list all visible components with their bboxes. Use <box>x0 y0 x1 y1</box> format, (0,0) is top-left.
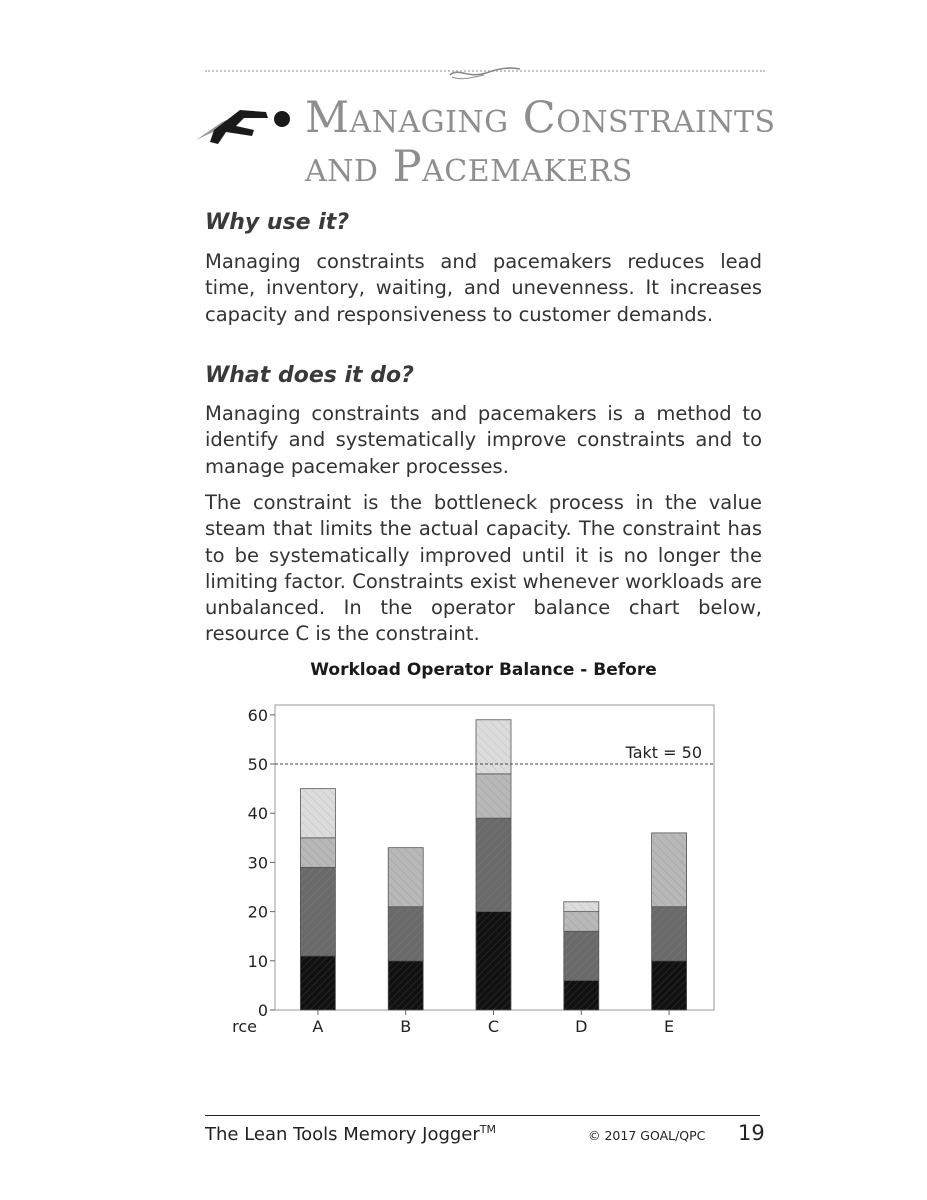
x-tick-label: A <box>312 1017 324 1036</box>
x-tick-label: E <box>664 1017 675 1036</box>
runner-logo-icon <box>196 100 292 146</box>
bar-segment-hatch <box>652 833 687 907</box>
page-number: 19 <box>738 1121 765 1145</box>
bar-segment-hatch <box>388 848 423 907</box>
bar-segment-hatch <box>476 818 511 911</box>
bar-segment-hatch <box>300 789 335 838</box>
bar-segment-hatch <box>564 980 599 1010</box>
y-tick-label: 10 <box>247 951 268 971</box>
bar-segment-hatch <box>300 956 335 1010</box>
chart-title: Workload Operator Balance - Before <box>310 660 657 680</box>
x-tick-label: D <box>575 1017 588 1036</box>
bar-segment-hatch <box>388 907 423 961</box>
bar-segment-hatch <box>564 902 599 912</box>
y-tick-label: 20 <box>247 902 268 922</box>
bar-segment-hatch <box>476 774 511 818</box>
footer-copyright: © 2017 GOAL/QPC <box>588 1128 706 1143</box>
bar-segment-hatch <box>300 838 335 868</box>
y-tick-label: 30 <box>247 853 268 873</box>
y-tick-label: 0 <box>257 1001 268 1020</box>
ornament-flourish-icon <box>448 63 524 83</box>
page-title <box>305 94 776 192</box>
bar-segment-hatch <box>476 912 511 1010</box>
x-tick-label: C <box>487 1017 500 1036</box>
footer-rule <box>205 1115 760 1116</box>
y-tick-label: 50 <box>247 755 268 775</box>
x-axis-label: rce <box>232 1017 257 1036</box>
bar-segment-hatch <box>476 720 511 774</box>
bar-segment-hatch <box>564 912 599 932</box>
y-tick-label: 60 <box>247 705 268 725</box>
title-line-1: Managing Constraints <box>305 93 776 143</box>
bar-segment-hatch <box>388 961 423 1010</box>
title-line-2: and Pacemakers <box>305 142 633 192</box>
trademark-mark: TM <box>479 1123 496 1136</box>
x-tick-label: B <box>400 1017 412 1036</box>
takt-label: Takt = 50 <box>625 743 702 763</box>
footer-book-title <box>205 1123 496 1145</box>
bar-segment-hatch <box>564 931 599 980</box>
bar-segment-hatch <box>652 961 687 1010</box>
y-tick-label: 40 <box>247 804 268 824</box>
paragraph-what-2: The constraint is the bottleneck process in the value steam that limits the actual capacity. The constraint has to be systematically improved until it is no longer the limiting factor. Constraints exist whenever workloads are unbalanced. In the operator balance chart below, resource C is the constraint. <box>205 491 762 646</box>
paragraph-what-1: Managing constraints and pacemakers is a method to identify and systematically improve constraints and to manage pacemaker processes. <box>205 402 762 478</box>
stacked-bar-chart <box>0 690 927 1040</box>
section-heading-why: Why use it? <box>205 210 350 235</box>
bar-segment-hatch <box>300 867 335 956</box>
section-heading-what: What does it do? <box>205 363 414 388</box>
footer-book-title-text: The Lean Tools Memory Jogger <box>205 1124 480 1145</box>
paragraph-why: Managing constraints and pacemakers reduces lead time, inventory, waiting, and unevenness. It increases capacity and responsiveness to customer demands. <box>205 250 762 326</box>
bar-segment-hatch <box>652 907 687 961</box>
